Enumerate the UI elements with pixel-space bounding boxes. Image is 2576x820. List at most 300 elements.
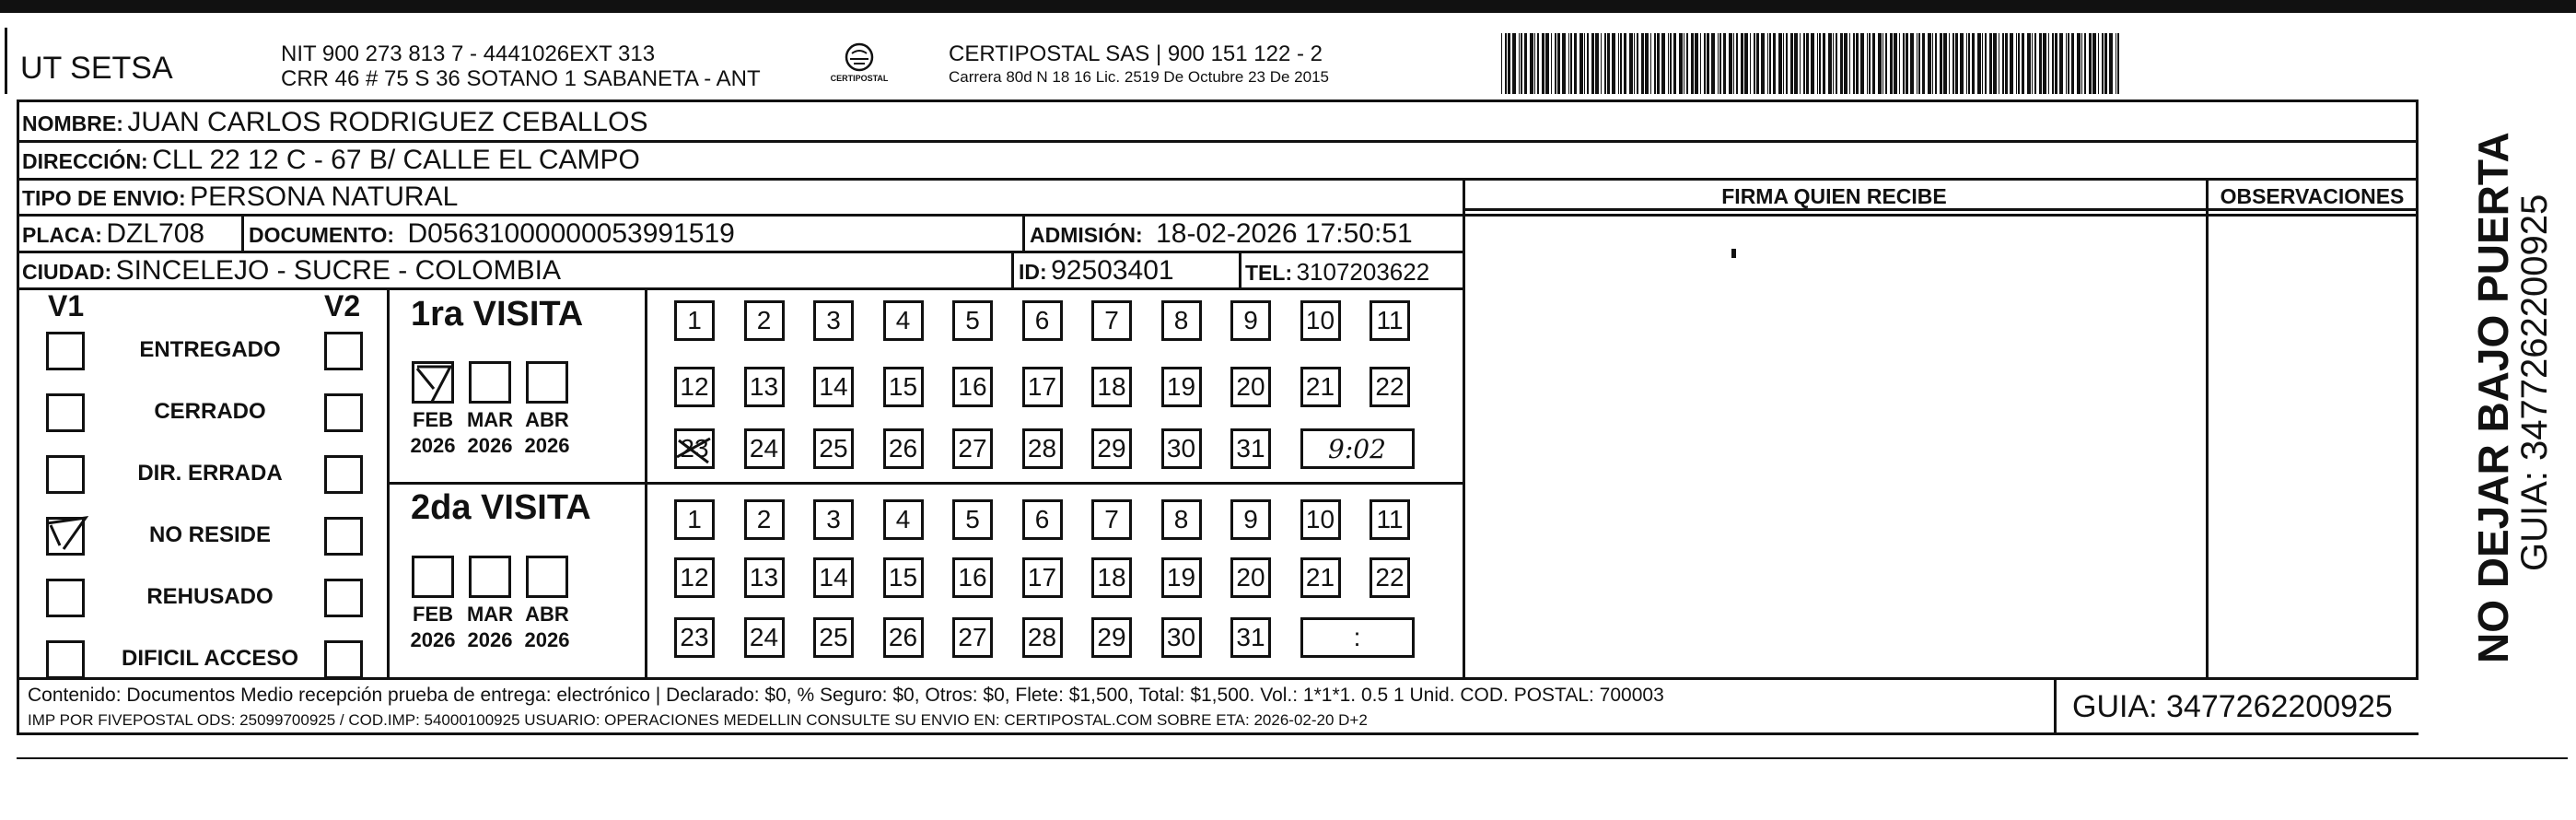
day-box[interactable]: 29 bbox=[1091, 617, 1132, 658]
barcode-bar bbox=[1750, 33, 1751, 94]
month-caption bbox=[519, 602, 575, 653]
day-box[interactable]: 31 bbox=[1230, 428, 1271, 469]
day-box[interactable]: 22 bbox=[1370, 557, 1410, 598]
barcode-bar bbox=[2022, 33, 2024, 94]
direccion-row bbox=[22, 145, 640, 176]
address-line: CRR 46 # 75 S 36 SOTANO 1 SABANETA - ANT bbox=[281, 66, 761, 91]
month-caption bbox=[405, 407, 460, 459]
barcode-bar bbox=[1620, 33, 1622, 94]
month-label: MAR bbox=[466, 408, 514, 431]
v1-checkbox[interactable] bbox=[46, 393, 85, 432]
barcode-bar bbox=[2089, 33, 2092, 94]
barcode-bar bbox=[1618, 33, 1619, 94]
barcode-bar bbox=[1872, 33, 1875, 94]
day-box[interactable]: 21 bbox=[1300, 367, 1341, 407]
barcode-bar bbox=[1833, 33, 1834, 94]
barcode-bar bbox=[1778, 33, 1782, 94]
barcode-bar bbox=[1819, 33, 1821, 94]
day-box[interactable]: 4 bbox=[883, 300, 924, 341]
barcode-bar bbox=[2077, 33, 2081, 94]
day-box[interactable]: 11 bbox=[1370, 499, 1410, 540]
v2-checkbox[interactable] bbox=[324, 332, 363, 370]
signature-mark bbox=[1731, 249, 1736, 258]
v2-checkbox[interactable] bbox=[324, 517, 363, 556]
barcode-bar bbox=[2034, 33, 2036, 94]
barcode-bar bbox=[1794, 33, 1798, 94]
firma-header: FIRMA QUIEN RECIBE bbox=[1721, 184, 1947, 208]
day-box[interactable]: 18 bbox=[1091, 557, 1132, 598]
month-label: ABR bbox=[525, 603, 569, 626]
barcode-bar bbox=[1557, 33, 1560, 94]
barcode-bar bbox=[1903, 33, 1905, 94]
barcode-bar bbox=[2002, 33, 2004, 94]
barcode-bar bbox=[1505, 33, 1507, 94]
barcode-bar bbox=[1918, 33, 1920, 94]
barcode-bar bbox=[2059, 33, 2063, 94]
day-box[interactable]: 25 bbox=[813, 428, 854, 469]
direccion-value: CLL 22 12 C - 67 B/ CALLE EL CAMPO bbox=[152, 145, 640, 175]
barcode-bar bbox=[1928, 33, 1931, 94]
first-visit-title: 1ra VISITA bbox=[411, 295, 584, 334]
barcode-bar bbox=[1849, 33, 1850, 94]
tipo-label: TIPO DE ENVIO: bbox=[22, 186, 186, 210]
id-value: 92503401 bbox=[1051, 255, 1174, 286]
placa-label: PLACA: bbox=[22, 223, 102, 247]
barcode-bar bbox=[1574, 33, 1577, 94]
month-box[interactable] bbox=[469, 361, 511, 404]
year-label: 2026 bbox=[524, 434, 570, 457]
documento-label: DOCUMENTO: bbox=[249, 223, 395, 247]
month-box[interactable] bbox=[412, 361, 454, 404]
tel-label: TEL: bbox=[1245, 261, 1293, 285]
barcode-bar bbox=[2109, 33, 2113, 94]
barcode-bar bbox=[1786, 33, 1788, 94]
day-box[interactable]: 16 bbox=[952, 557, 993, 598]
barcode-bar bbox=[1679, 33, 1683, 94]
barcode-bar bbox=[2055, 33, 2057, 94]
day-box[interactable]: 14 bbox=[813, 557, 854, 598]
barcode-bar bbox=[1650, 33, 1651, 94]
barcode-bar bbox=[2102, 33, 2104, 94]
day-box[interactable]: 5 bbox=[952, 300, 993, 341]
barcode-bar bbox=[2043, 33, 2046, 94]
month-label: ABR bbox=[525, 408, 569, 431]
day-box[interactable]: 30 bbox=[1161, 617, 1202, 658]
v2-checkbox[interactable] bbox=[324, 455, 363, 494]
barcode-bar bbox=[2032, 33, 2033, 94]
barcode-bar bbox=[1534, 33, 1535, 94]
month-caption bbox=[405, 602, 460, 653]
observaciones-header: OBSERVACIONES bbox=[2220, 184, 2405, 208]
barcode-bar bbox=[1601, 33, 1602, 94]
month-box[interactable] bbox=[526, 361, 568, 404]
barcode-bar bbox=[2068, 33, 2069, 94]
barcode-bar bbox=[1856, 33, 1859, 94]
barcode-bar bbox=[1691, 33, 1694, 94]
barcode-bar bbox=[1670, 33, 1672, 94]
nit-line: NIT 900 273 813 7 - 4441026EXT 313 bbox=[281, 41, 656, 66]
barcode-bar bbox=[1524, 33, 1527, 94]
barcode-bar bbox=[1607, 33, 1610, 94]
barcode-bar bbox=[1595, 33, 1599, 94]
day-box[interactable]: 19 bbox=[1161, 557, 1202, 598]
day-box[interactable]: 2 bbox=[744, 300, 785, 341]
status-label: ENTREGADO bbox=[139, 337, 281, 362]
tel-value: 3107203622 bbox=[1296, 258, 1430, 286]
day-box[interactable]: 10 bbox=[1300, 499, 1341, 540]
v1-checkbox[interactable] bbox=[46, 579, 85, 617]
month-caption bbox=[462, 602, 518, 653]
day-box[interactable]: 17 bbox=[1022, 367, 1063, 407]
barcode-bar bbox=[1860, 33, 1864, 94]
day-box[interactable]: 8 bbox=[1161, 499, 1202, 540]
barcode-bar bbox=[1686, 33, 1688, 94]
barcode-bar bbox=[2092, 33, 2096, 94]
barcode-bar bbox=[2027, 33, 2031, 94]
day-box[interactable]: 28 bbox=[1022, 617, 1063, 658]
barcode-bar bbox=[1803, 33, 1805, 94]
ciudad-field bbox=[22, 255, 561, 287]
day-box[interactable]: 6 bbox=[1022, 300, 1063, 341]
barcode-bar bbox=[1910, 33, 1914, 94]
day-box[interactable]: 16 bbox=[952, 367, 993, 407]
barcode-bar bbox=[2081, 33, 2082, 94]
barcode-bar bbox=[1661, 33, 1665, 94]
barcode-bar bbox=[1700, 33, 1701, 94]
day-box[interactable]: 9 bbox=[1230, 300, 1271, 341]
day-box[interactable]: 22 bbox=[1370, 367, 1410, 407]
day-box[interactable]: 9 bbox=[1230, 499, 1271, 540]
barcode-bar bbox=[1754, 33, 1755, 94]
id-field bbox=[1019, 255, 1174, 287]
placa-value: DZL708 bbox=[106, 218, 205, 249]
day-box[interactable]: 26 bbox=[883, 428, 924, 469]
barcode-bar bbox=[1634, 33, 1635, 94]
placa-field bbox=[22, 218, 204, 250]
barcode-bar bbox=[1584, 33, 1585, 94]
documento-field bbox=[249, 218, 735, 250]
barcode-bar bbox=[2018, 33, 2020, 94]
status-label: CERRADO bbox=[154, 399, 266, 424]
barcode-bar bbox=[1612, 33, 1615, 94]
nombre-row bbox=[22, 107, 647, 138]
day-box[interactable]: 19 bbox=[1161, 367, 1202, 407]
barcode-bar bbox=[1982, 33, 1983, 94]
tipo-value: PERSONA NATURAL bbox=[190, 182, 459, 212]
day-box[interactable]: 12 bbox=[674, 367, 715, 407]
day-box[interactable]: 31 bbox=[1230, 617, 1271, 658]
month-box[interactable] bbox=[412, 556, 454, 598]
time-box[interactable]: 9:02 bbox=[1300, 428, 1415, 469]
day-box[interactable]: 6 bbox=[1022, 499, 1063, 540]
year-label: 2026 bbox=[467, 434, 513, 457]
barcode-bar bbox=[1555, 33, 1556, 94]
day-box[interactable]: 2 bbox=[744, 499, 785, 540]
v2-checkbox[interactable] bbox=[324, 393, 363, 432]
barcode-bar bbox=[1940, 33, 1942, 94]
barcode-bar bbox=[1568, 33, 1569, 94]
barcode-bar bbox=[1844, 33, 1847, 94]
barcode-bar bbox=[1773, 33, 1776, 94]
day-box[interactable]: 3 bbox=[813, 499, 854, 540]
barcode-bar bbox=[1704, 33, 1706, 94]
barcode bbox=[1501, 33, 2187, 94]
day-box[interactable]: 1 bbox=[674, 499, 715, 540]
barcode-bar bbox=[2010, 33, 2013, 94]
side-guia: GUIA: 3477262200925 bbox=[2514, 193, 2555, 571]
top-border bbox=[0, 0, 2576, 13]
id-label: ID: bbox=[1019, 260, 1047, 284]
ciudad-value: SINCELEJO - SUCRE - COLOMBIA bbox=[115, 255, 561, 286]
barcode-bar bbox=[1989, 33, 1992, 94]
barcode-bar bbox=[1968, 33, 1970, 94]
day-box[interactable]: 13 bbox=[744, 367, 785, 407]
barcode-bar bbox=[1906, 33, 1908, 94]
v2-label: V2 bbox=[324, 289, 361, 322]
tel-field bbox=[1245, 258, 1429, 287]
footer-guia: GUIA: 3477262200925 bbox=[2072, 689, 2393, 724]
barcode-bar bbox=[2117, 33, 2119, 94]
barcode-bar bbox=[1867, 33, 1868, 94]
day-box[interactable]: 7 bbox=[1091, 300, 1132, 341]
day-box[interactable]: 25 bbox=[813, 617, 854, 658]
barcode-bar bbox=[1790, 33, 1793, 94]
day-box[interactable]: 23 bbox=[674, 617, 715, 658]
day-box[interactable]: 13 bbox=[744, 557, 785, 598]
barcode-bar bbox=[1641, 33, 1644, 94]
v1-checkbox[interactable] bbox=[46, 455, 85, 494]
barcode-bar bbox=[1624, 33, 1626, 94]
admision-value: 18-02-2026 17:50:51 bbox=[1156, 218, 1413, 249]
day-box[interactable]: 4 bbox=[883, 499, 924, 540]
barcode-bar bbox=[1899, 33, 1900, 94]
barcode-bar bbox=[2098, 33, 2099, 94]
day-box[interactable]: 11 bbox=[1370, 300, 1410, 341]
barcode-bar bbox=[1882, 33, 1883, 94]
barcode-bar bbox=[1736, 33, 1738, 94]
documento-value: D05631000000053991519 bbox=[407, 218, 735, 249]
day-box[interactable]: 27 bbox=[952, 428, 993, 469]
day-box[interactable]: 30 bbox=[1161, 428, 1202, 469]
month-caption bbox=[519, 407, 575, 459]
barcode-bar bbox=[1657, 33, 1660, 94]
barcode-bar bbox=[1729, 33, 1732, 94]
barcode-bar bbox=[1654, 33, 1656, 94]
month-caption bbox=[462, 407, 518, 459]
nombre-label: NOMBRE: bbox=[22, 111, 123, 135]
day-box[interactable]: 5 bbox=[952, 499, 993, 540]
tipo-row bbox=[22, 182, 458, 213]
day-box[interactable]: 24 bbox=[744, 428, 785, 469]
barcode-bar bbox=[2066, 33, 2067, 94]
barcode-bar bbox=[1952, 33, 1954, 94]
admision-field bbox=[1030, 218, 1413, 250]
barcode-bar bbox=[1836, 33, 1837, 94]
v1-checkbox[interactable] bbox=[46, 640, 85, 679]
second-visit-title: 2da VISITA bbox=[411, 488, 591, 527]
day-box[interactable]: 15 bbox=[883, 367, 924, 407]
barcode-bar bbox=[1501, 33, 1502, 94]
barcode-bar bbox=[1695, 33, 1698, 94]
barcode-bar bbox=[1817, 33, 1818, 94]
barcode-bar bbox=[2016, 33, 2017, 94]
barcode-bar bbox=[1783, 33, 1784, 94]
barcode-bar bbox=[1949, 33, 1950, 94]
barcode-bar bbox=[1828, 33, 1832, 94]
day-box[interactable]: 12 bbox=[674, 557, 715, 598]
barcode-bar bbox=[1591, 33, 1594, 94]
day-box[interactable]: 20 bbox=[1230, 557, 1271, 598]
barcode-bar bbox=[1542, 33, 1544, 94]
barcode-bar bbox=[1935, 33, 1937, 94]
barcode-bar bbox=[1761, 33, 1765, 94]
barcode-bar bbox=[1806, 33, 1809, 94]
barcode-bar bbox=[1673, 33, 1676, 94]
barcode-bar bbox=[1744, 33, 1748, 94]
barcode-bar bbox=[1767, 33, 1768, 94]
month-label: FEB bbox=[413, 408, 453, 431]
v1-checkbox[interactable] bbox=[46, 332, 85, 370]
day-box[interactable]: 29 bbox=[1091, 428, 1132, 469]
barcode-bar bbox=[1840, 33, 1843, 94]
barcode-bar bbox=[1521, 33, 1522, 94]
left-edge bbox=[5, 28, 7, 94]
company-name: UT SETSA bbox=[20, 51, 173, 86]
barcode-bar bbox=[1519, 33, 1520, 94]
barcode-bar bbox=[1587, 33, 1589, 94]
v1-label: V1 bbox=[48, 289, 85, 322]
year-label: 2026 bbox=[410, 434, 456, 457]
month-label: FEB bbox=[413, 603, 453, 626]
barcode-bar bbox=[1711, 33, 1715, 94]
barcode-bar bbox=[1629, 33, 1633, 94]
barcode-bar bbox=[2039, 33, 2042, 94]
day-box[interactable]: 27 bbox=[952, 617, 993, 658]
year-label: 2026 bbox=[467, 628, 513, 651]
day-box[interactable]: 8 bbox=[1161, 300, 1202, 341]
day-box[interactable]: 15 bbox=[883, 557, 924, 598]
barcode-bar bbox=[1922, 33, 1925, 94]
side-warning: NO DEJAR BAJO PUERTA bbox=[2469, 132, 2517, 663]
day-box[interactable]: 21 bbox=[1300, 557, 1341, 598]
barcode-bar bbox=[1885, 33, 1887, 94]
ciudad-label: CIUDAD: bbox=[22, 260, 112, 284]
barcode-bar bbox=[2048, 33, 2049, 94]
nombre-value: JUAN CARLOS RODRIGUEZ CEBALLOS bbox=[127, 107, 648, 137]
day-box[interactable]: 20 bbox=[1230, 367, 1271, 407]
barcode-bar bbox=[1769, 33, 1771, 94]
license-line: Carrera 80d N 18 16 Lic. 2519 De Octubre 23 De 2015 bbox=[949, 68, 1329, 86]
barcode-bar bbox=[1756, 33, 1759, 94]
status-label: NO RESIDE bbox=[148, 522, 272, 547]
barcode-bar bbox=[1890, 33, 1893, 94]
day-box[interactable]: 18 bbox=[1091, 367, 1132, 407]
barcode-bar bbox=[1668, 33, 1669, 94]
day-box[interactable]: 23 bbox=[674, 428, 715, 469]
barcode-bar bbox=[1719, 33, 1721, 94]
certipostal-logo bbox=[827, 41, 892, 96]
day-box[interactable]: 1 bbox=[674, 300, 715, 341]
barcode-bar bbox=[1707, 33, 1709, 94]
barcode-bar bbox=[1718, 33, 1719, 94]
barcode-bar bbox=[2104, 33, 2107, 94]
barcode-bar bbox=[1955, 33, 1958, 94]
barcode-bar bbox=[2084, 33, 2086, 94]
barcode-bar bbox=[1723, 33, 1726, 94]
status-label: DIFICIL ACCESO bbox=[121, 646, 298, 671]
barcode-bar bbox=[1512, 33, 1516, 94]
barcode-bar bbox=[1570, 33, 1572, 94]
barcode-bar bbox=[1932, 33, 1933, 94]
barcode-bar bbox=[1604, 33, 1606, 94]
v2-checkbox[interactable] bbox=[324, 579, 363, 617]
barcode-bar bbox=[1869, 33, 1871, 94]
month-box[interactable] bbox=[469, 556, 511, 598]
year-label: 2026 bbox=[524, 628, 570, 651]
barcode-bar bbox=[1993, 33, 1997, 94]
logo-text: CERTIPOSTAL bbox=[830, 74, 889, 83]
day-box[interactable]: 3 bbox=[813, 300, 854, 341]
v2-checkbox[interactable] bbox=[324, 640, 363, 679]
barcode-bar bbox=[1800, 33, 1801, 94]
barcode-bar bbox=[1741, 33, 1743, 94]
barcode-bar bbox=[1637, 33, 1638, 94]
barcode-bar bbox=[1545, 33, 1549, 94]
month-label: MAR bbox=[466, 603, 514, 626]
month-box[interactable] bbox=[526, 556, 568, 598]
barcode-bar bbox=[1645, 33, 1649, 94]
barcode-bar bbox=[1811, 33, 1814, 94]
status-label: REHUSADO bbox=[146, 584, 274, 609]
day-box[interactable]: 7 bbox=[1091, 499, 1132, 540]
barcode-bar bbox=[1943, 33, 1947, 94]
time-box[interactable]: : bbox=[1300, 617, 1415, 658]
day-box[interactable]: 26 bbox=[883, 617, 924, 658]
day-box[interactable]: 14 bbox=[813, 367, 854, 407]
barcode-bar bbox=[1960, 33, 1964, 94]
barcode-bar bbox=[1823, 33, 1825, 94]
barcode-bar bbox=[1977, 33, 1981, 94]
day-box[interactable]: 17 bbox=[1022, 557, 1063, 598]
year-label: 2026 bbox=[410, 628, 456, 651]
barcode-bar bbox=[1530, 33, 1533, 94]
footer-line1: Contenido: Documentos Medio recepción prueba de entrega: electrónico | Declarado: $0, % Seguro: $0, Otros: $0, Flete: $1,500, Total: $1,500. Vol.: 1*1*1. 0.5 1 Unid. COD. POSTAL: 700003 bbox=[28, 685, 1664, 706]
barcode-bar bbox=[1551, 33, 1552, 94]
day-box[interactable]: 24 bbox=[744, 617, 785, 658]
v1-checkbox[interactable] bbox=[46, 517, 85, 556]
barcode-bar bbox=[1894, 33, 1897, 94]
barcode-bar bbox=[1966, 33, 1967, 94]
carrier-line: CERTIPOSTAL SAS | 900 151 122 - 2 bbox=[949, 41, 1323, 66]
barcode-bar bbox=[1878, 33, 1882, 94]
barcode-bar bbox=[2052, 33, 2054, 94]
barcode-bar bbox=[1579, 33, 1583, 94]
day-box[interactable]: 10 bbox=[1300, 300, 1341, 341]
barcode-bar bbox=[1985, 33, 1987, 94]
status-label: DIR. ERRADA bbox=[137, 461, 283, 486]
footer-line2: IMP POR FIVEPOSTAL ODS: 25099700925 / COD.IMP: 54000100925 USUARIO: OPERACIONES MEDELLIN CONSULTE SU ENVIO EN: CERTIPOSTAL.COM SOBRE ETA: 2026-02-20 D+2 bbox=[28, 711, 1368, 729]
barcode-bar bbox=[1562, 33, 1566, 94]
barcode-bar bbox=[1972, 33, 1975, 94]
day-box[interactable]: 28 bbox=[1022, 428, 1063, 469]
barcode-bar bbox=[1733, 33, 1734, 94]
admision-label: ADMISIÓN: bbox=[1030, 223, 1143, 247]
barcode-bar bbox=[1537, 33, 1539, 94]
barcode-bar bbox=[2005, 33, 2008, 94]
barcode-bar bbox=[1508, 33, 1510, 94]
direccion-label: DIRECCIÓN: bbox=[22, 149, 148, 173]
barcode-bar bbox=[2071, 33, 2074, 94]
